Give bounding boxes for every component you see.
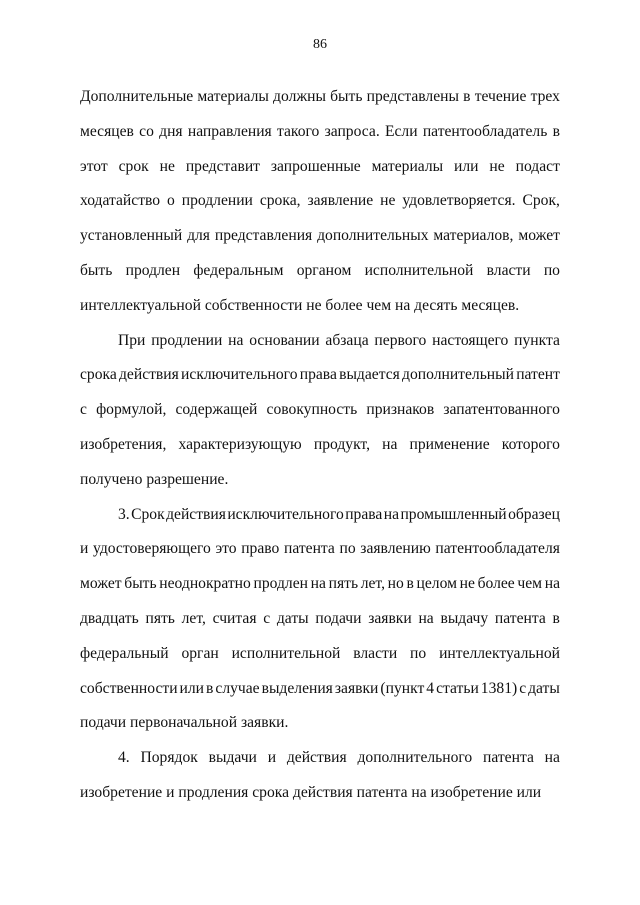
word: применение [409, 435, 490, 453]
word: исключительного [227, 505, 344, 523]
word: месяцев [80, 122, 134, 140]
word: подачи [315, 609, 362, 627]
word: Срок, [522, 192, 560, 210]
word: может [518, 227, 560, 245]
word: ходатайство [80, 192, 161, 210]
word: заявлению [360, 540, 431, 558]
word: действия [286, 749, 347, 767]
text-line [80, 567, 560, 602]
word: исполнительной [364, 261, 474, 279]
word: 4. [118, 749, 130, 767]
word: патента [494, 609, 546, 627]
word: быть [124, 575, 157, 593]
word: основании [249, 331, 320, 349]
word: о [167, 192, 175, 210]
word: права [345, 505, 383, 523]
word: абзаца [325, 331, 369, 349]
text-line [80, 324, 560, 359]
text-line [80, 115, 560, 150]
document-body [80, 80, 560, 811]
word: орган [181, 644, 219, 662]
text-line [80, 532, 560, 567]
word: не [459, 575, 475, 593]
word: материалов, [433, 227, 514, 245]
word: продлен [253, 575, 308, 593]
word: патентообладателя [435, 540, 560, 558]
word: запатентованного [443, 401, 560, 419]
word: в [552, 122, 560, 140]
word: срока, [259, 192, 301, 210]
word: двадцать [80, 609, 139, 627]
word: даты [276, 609, 309, 627]
word: должны [273, 88, 326, 105]
word: При [118, 331, 146, 349]
word: течение [474, 88, 527, 105]
word: срока [80, 366, 117, 384]
word: быть [80, 261, 113, 279]
word: власти [486, 261, 531, 279]
text-line [80, 289, 560, 324]
paragraph [80, 741, 560, 811]
word: для [187, 227, 210, 245]
word: выдачи [208, 749, 257, 767]
word: неоднократно [159, 575, 251, 593]
word: заявление [307, 192, 374, 210]
word: первого [374, 331, 427, 349]
word: но [387, 575, 404, 593]
paragraph [80, 498, 560, 742]
word: права [299, 366, 337, 384]
word: представления [214, 227, 313, 245]
word: выдачу [440, 609, 489, 627]
word: в [463, 88, 471, 105]
paragraph [80, 80, 560, 324]
word: совокупность [266, 401, 358, 419]
word: запроса. [324, 122, 380, 140]
word: федеральным [193, 261, 284, 279]
word: которого [501, 435, 560, 453]
word: срок [118, 157, 149, 175]
word: на [418, 609, 434, 627]
word: федеральный [80, 644, 169, 662]
word: на [544, 575, 560, 593]
word: на [383, 505, 400, 523]
word: на [382, 435, 398, 453]
line-text: получено разрешение. [80, 470, 229, 488]
word: с [80, 401, 87, 419]
word: 1381) [480, 679, 518, 697]
word: с [519, 679, 527, 697]
line-text: интеллектуальной собственности не более чем на десять месяцев. [80, 296, 520, 314]
page-number: 86 [313, 37, 327, 52]
word: Порядок [140, 749, 198, 767]
word: дополнительных [317, 227, 429, 245]
text-line [80, 672, 560, 707]
word: статьи [436, 679, 479, 697]
word: чем [517, 575, 543, 593]
word: более [477, 575, 515, 593]
text-line [80, 254, 560, 289]
word: установленный [80, 227, 183, 245]
word: трех [530, 88, 560, 105]
word: 4 [426, 679, 435, 697]
word: продлении [151, 331, 223, 349]
text-line [80, 80, 560, 115]
text-line [80, 741, 560, 776]
word: с [263, 609, 271, 627]
text-line [80, 358, 560, 393]
word: считая [212, 609, 257, 627]
word: представит [185, 157, 260, 175]
word: случае [215, 679, 260, 697]
word: удостоверяющего [93, 540, 211, 558]
word: настоящего [432, 331, 509, 349]
word: такого [277, 122, 320, 140]
text-line [80, 184, 560, 219]
word: патентообладатель [422, 122, 548, 140]
word: целом [416, 575, 457, 593]
word: пять [145, 609, 175, 627]
text-line [80, 463, 560, 498]
word: Дополнительные [80, 88, 194, 105]
word: на [544, 749, 560, 767]
word: патента [483, 749, 534, 767]
word: быть [330, 88, 363, 105]
word: формулой, [96, 401, 167, 419]
text-line [80, 428, 560, 463]
word: направления [187, 122, 272, 140]
text-line [80, 150, 560, 185]
text-line [80, 602, 560, 637]
word: не [489, 157, 505, 175]
word: запрошенные [270, 157, 361, 175]
word: (пункт [380, 679, 425, 697]
word: продукт, [313, 435, 370, 453]
word: по [339, 540, 356, 558]
word: заявки [368, 609, 412, 627]
paragraph [80, 324, 560, 498]
word: по [543, 261, 560, 279]
word: дня [159, 122, 183, 140]
word: удовлетворяется. [402, 192, 516, 210]
word: представлены [366, 88, 459, 105]
word: это [215, 540, 237, 558]
word: в [406, 575, 414, 593]
word: на [228, 331, 244, 349]
word: и [267, 749, 277, 767]
word: со [139, 122, 154, 140]
word: дополнительного [357, 749, 473, 767]
line-text: изобретение и продления срока действия патента на изобретение или [80, 783, 542, 801]
word: Срок [131, 505, 165, 523]
word: в [206, 679, 214, 697]
word: действия [166, 505, 226, 523]
word: действия [119, 366, 179, 384]
word: Если [384, 122, 418, 140]
word: продлении [181, 192, 253, 210]
word: не [380, 192, 396, 210]
word: заявки [334, 679, 379, 697]
word: этот [80, 157, 108, 175]
word: пять [328, 575, 359, 593]
line-text: подачи первоначальной заявки. [80, 714, 289, 732]
text-line [80, 637, 560, 672]
word: материалы [371, 157, 444, 175]
word: и [80, 540, 89, 558]
word: изобретения, [80, 435, 167, 453]
word: собственности [80, 679, 178, 697]
word: патента [283, 540, 335, 558]
word: исполнительной [231, 644, 341, 662]
word: даты [528, 679, 560, 697]
word: выдается [339, 366, 400, 384]
text-line [80, 219, 560, 254]
word: пункта [514, 331, 560, 349]
word: власти [353, 644, 398, 662]
word: лет, [181, 609, 206, 627]
word: лет, [360, 575, 385, 593]
word: промышленный [400, 505, 507, 523]
word: не [159, 157, 175, 175]
text-line [80, 776, 560, 811]
word: по [410, 644, 427, 662]
word: образец [508, 505, 560, 523]
word: в [552, 609, 560, 627]
text-line [80, 498, 560, 533]
word: продлен [125, 261, 181, 279]
word: материалы [197, 88, 269, 105]
word: признаков [366, 401, 435, 419]
word: дополнительный [402, 366, 514, 384]
text-line [80, 706, 560, 741]
word: исключительного [181, 366, 298, 384]
word: подаст [515, 157, 560, 175]
word: патент [516, 366, 560, 384]
word: право [241, 540, 280, 558]
word: содержащей [175, 401, 258, 419]
word: или [454, 157, 479, 175]
word: органом [296, 261, 352, 279]
word: выделения [261, 679, 333, 697]
word: характеризующую [178, 435, 302, 453]
word: или [179, 679, 205, 697]
word: на [310, 575, 326, 593]
word: интеллектуальной [439, 644, 560, 662]
word: может [80, 575, 122, 593]
text-line [80, 393, 560, 428]
word: 3. [118, 505, 130, 523]
